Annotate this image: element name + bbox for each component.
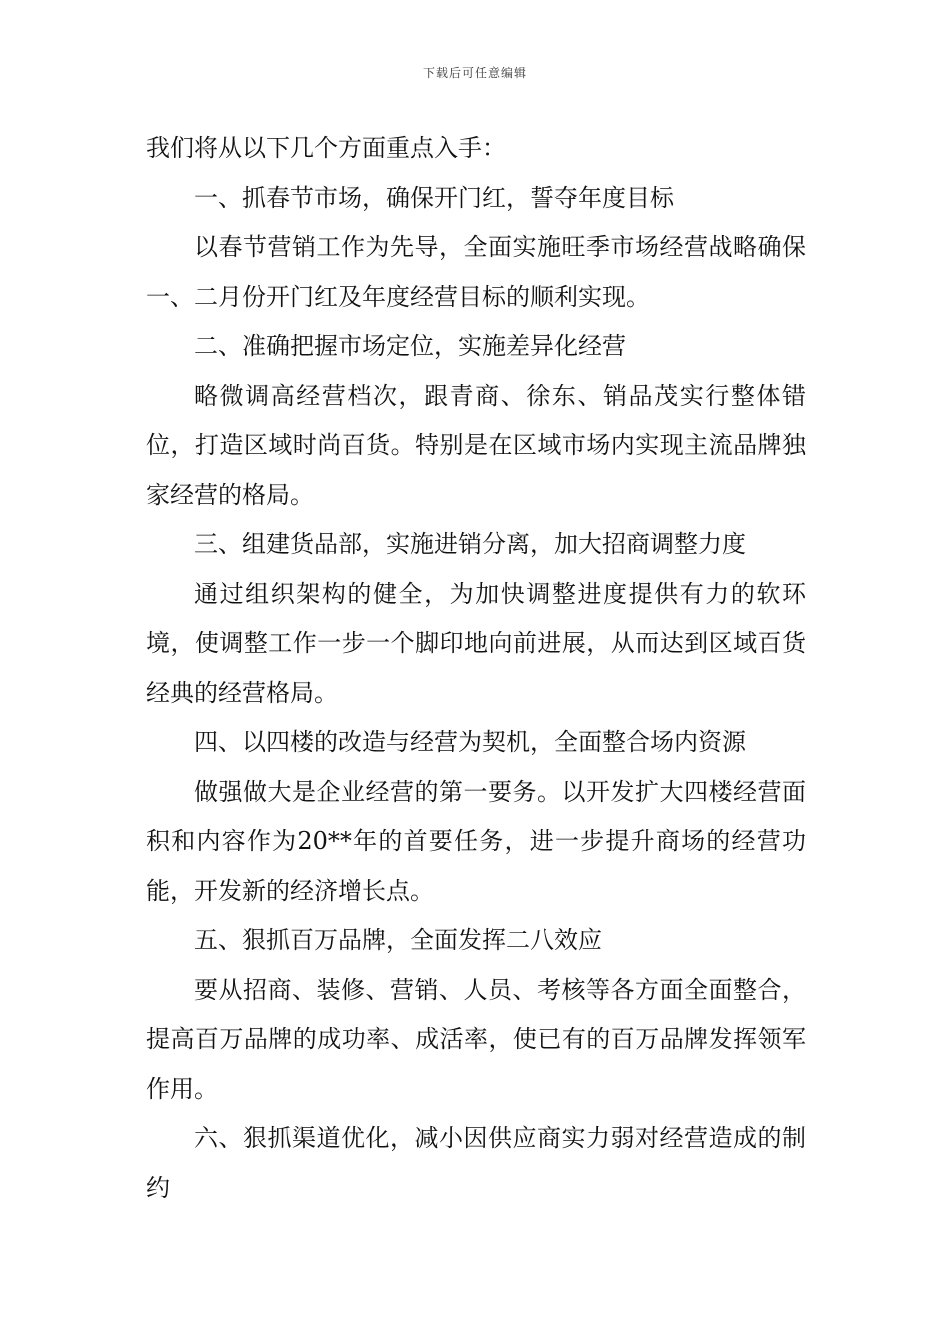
paragraph-2: 略微调高经营档次，跟青商、徐东、销品茂实行整体错位，打造区域时尚百货。特别是在区域市场内实现主流品牌独家经营的格局。 <box>146 381 806 509</box>
paragraph-5: 要从招商、装修、营销、人员、考核等各方面全面整合，提高百万品牌的成功率、成活率，使已有的百万品牌发挥领军作用。 <box>146 975 806 1103</box>
heading-5: 五、狠抓百万品牌，全面发挥二八效应 <box>194 926 602 954</box>
heading-2: 二、准确把握市场定位，实施差异化经营 <box>194 332 626 360</box>
paragraph-intro: 我们将从以下几个方面重点入手： <box>146 134 506 162</box>
heading-6: 六、狠抓渠道优化，减小因供应商实力弱对经营造成的制约 <box>146 1124 806 1202</box>
paragraph-1: 以春节营销工作为先导，全面实施旺季市场经营战略确保一、二月份开门红及年度经营目标的顺利实现。 <box>146 233 806 311</box>
heading-3: 三、组建货品部，实施进销分离，加大招商调整力度 <box>194 530 746 558</box>
document-body <box>146 124 806 1213</box>
page-header: 下载后可任意编辑 <box>422 66 527 80</box>
heading-1: 一、抓春节市场，确保开门红，誓夺年度目标 <box>194 183 674 212</box>
paragraph-4: 做强做大是企业经营的第一要务。以开发扩大四楼经营面积和内容作为20**年的首要任务，进一步提升商场的经营功能，开发新的经济增长点。 <box>146 777 806 905</box>
heading-4: 四、以四楼的改造与经营为契机，全面整合场内资源 <box>194 728 746 756</box>
paragraph-3: 通过组织架构的健全，为加快调整进度提供有力的软环境，使调整工作一步一个脚印地向前进展，从而达到区域百货经典的经营格局。 <box>146 579 806 707</box>
